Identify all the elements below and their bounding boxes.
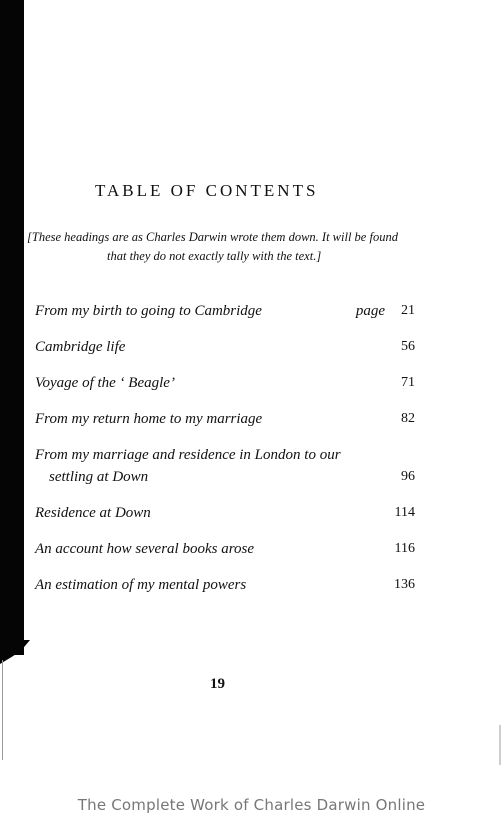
toc-entry (35, 372, 415, 394)
toc-entry (35, 336, 415, 358)
toc-page-number: 116 (394, 541, 415, 556)
toc-entry (35, 300, 415, 322)
toc-entry-title: Voyage of the ‘ Beagle’ (35, 375, 175, 391)
page-folio-number: 19 (210, 676, 225, 692)
toc-page-number: 114 (394, 505, 415, 520)
toc-entry-title (35, 444, 365, 488)
source-credit: The Complete Work of Charles Darwin Online (77, 796, 426, 813)
binding-shadow-tail (0, 640, 30, 664)
page-title: TABLE OF CONTENTS (95, 181, 319, 200)
toc-entry-title: An estimation of my mental powers (35, 577, 247, 593)
editorial-note-line-1: [These headings are as Charles Darwin wrote them down. It will be found (27, 230, 398, 244)
toc-list (35, 300, 415, 610)
page-margin-line (2, 660, 3, 760)
toc-page-number: 136 (394, 577, 415, 592)
binding-shadow (0, 0, 24, 655)
toc-entry (35, 408, 415, 430)
toc-entry (35, 574, 415, 596)
toc-entry-title: From my return home to my marriage (35, 411, 263, 427)
toc-entry-title: From my birth to going to Cambridge (35, 303, 262, 319)
toc-page-number: 21 (401, 303, 415, 318)
page-edge-mark (499, 725, 501, 765)
toc-entry-title: Cambridge life (35, 339, 126, 355)
toc-entry (35, 444, 415, 488)
toc-entry-title-line-1: From my marriage and residence in London to our (35, 447, 341, 463)
toc-page-number: 82 (401, 411, 415, 426)
toc-entry (35, 502, 415, 524)
toc-page-number: 71 (401, 375, 415, 390)
toc-entry-title-line-2: settling at Down (49, 469, 149, 485)
editorial-note-line-2: that they do not exactly tally with the text.] (107, 249, 322, 263)
toc-page-word: page (355, 303, 385, 319)
toc-entry-title: An account how several books arose (35, 541, 254, 557)
toc-page-number: 56 (401, 339, 415, 354)
toc-page-number: 96 (401, 469, 415, 484)
toc-entry (35, 538, 415, 560)
toc-entry-title: Residence at Down (35, 505, 151, 521)
editorial-note (27, 228, 427, 266)
